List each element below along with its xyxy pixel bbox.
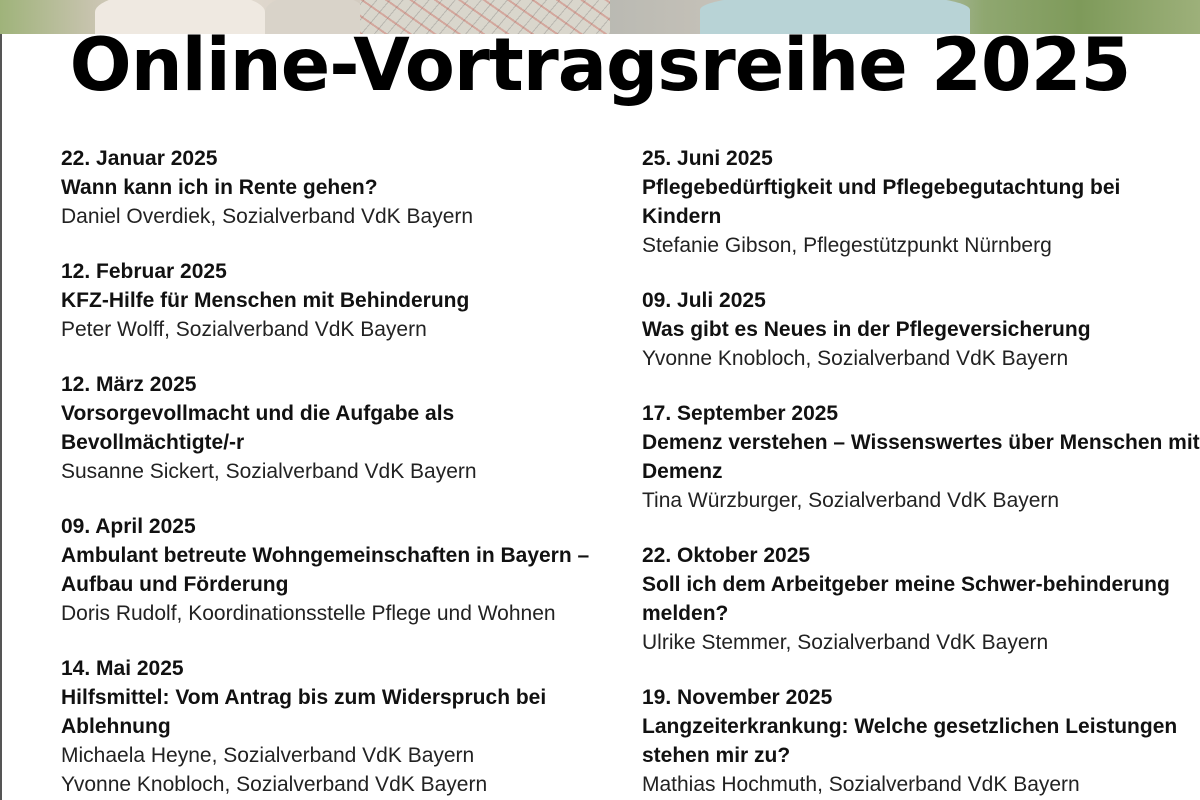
event-item [642,144,1200,260]
event-topic: Was gibt es Neues in der Pflegeversicherung [642,318,1091,341]
event-speaker: Doris Rudolf, Koordinationsstelle Pflege und Wohnen [61,602,556,625]
event-item [642,541,1200,657]
schedule-left-column [61,144,621,800]
event-topic: Langzeiterkrankung: Welche gesetzlichen Leistungen stehen mir zu? [642,715,1178,767]
event-topic: Vorsorgevollmacht und die Aufgabe als Bevollmächtigte/-r [61,402,455,454]
event-topic: Demenz verstehen – Wissenswertes über Menschen mit Demenz [642,431,1200,483]
event-date: 22. Januar 2025 [61,147,218,170]
event-date: 17. September 2025 [642,402,839,425]
event-topic: KFZ-Hilfe für Menschen mit Behinderung [61,289,470,312]
event-speaker: Tina Würzburger, Sozialverband VdK Bayern [642,489,1060,512]
schedule-right-column [642,144,1200,800]
event-date: 25. Juni 2025 [642,147,773,170]
event-date: 09. Juli 2025 [642,289,766,312]
event-date: 12. März 2025 [61,373,197,396]
event-speaker-second: Yvonne Knobloch, Sozialverband VdK Bayern [61,773,488,796]
event-speaker: Michaela Heyne, Sozialverband VdK Bayern [61,744,475,767]
page-edge-line [0,34,2,800]
event-topic: Soll ich dem Arbeitgeber meine Schwer-behinderung melden? [642,573,1170,625]
event-item [61,144,621,231]
event-speaker: Stefanie Gibson, Pflegestützpunkt Nürnberg [642,234,1052,257]
event-item [642,399,1200,515]
event-date: 12. Februar 2025 [61,260,227,283]
event-item [642,683,1200,799]
event-item [61,257,621,344]
event-topic: Wann kann ich in Rente gehen? [61,176,378,199]
event-speaker: Peter Wolff, Sozialverband VdK Bayern [61,318,427,341]
event-item [61,512,621,628]
event-speaker: Susanne Sickert, Sozialverband VdK Bayern [61,460,477,483]
event-date: 22. Oktober 2025 [642,544,811,567]
event-item [61,370,621,486]
event-date: 09. April 2025 [61,515,196,538]
event-speaker: Ulrike Stemmer, Sozialverband VdK Bayern [642,631,1049,654]
event-topic: Ambulant betreute Wohngemeinschaften in Bayern – Aufbau und Förderung [61,544,590,596]
event-topic: Pflegebedürftigkeit und Pflegebegutachtung bei Kindern [642,176,1121,228]
event-item [61,654,621,799]
event-date: 19. November 2025 [642,686,833,709]
event-topic: Hilfsmittel: Vom Antrag bis zum Widerspruch bei Ablehnung [61,686,547,738]
event-speaker: Mathias Hochmuth, Sozialverband VdK Bayern [642,773,1080,796]
page-title: Online-Vortragsreihe 2025 [69,23,1131,108]
event-speaker: Yvonne Knobloch, Sozialverband VdK Bayern [642,347,1069,370]
event-item [642,286,1200,373]
event-date: 14. Mai 2025 [61,657,184,680]
event-speaker: Daniel Overdiek, Sozialverband VdK Bayern [61,205,474,228]
